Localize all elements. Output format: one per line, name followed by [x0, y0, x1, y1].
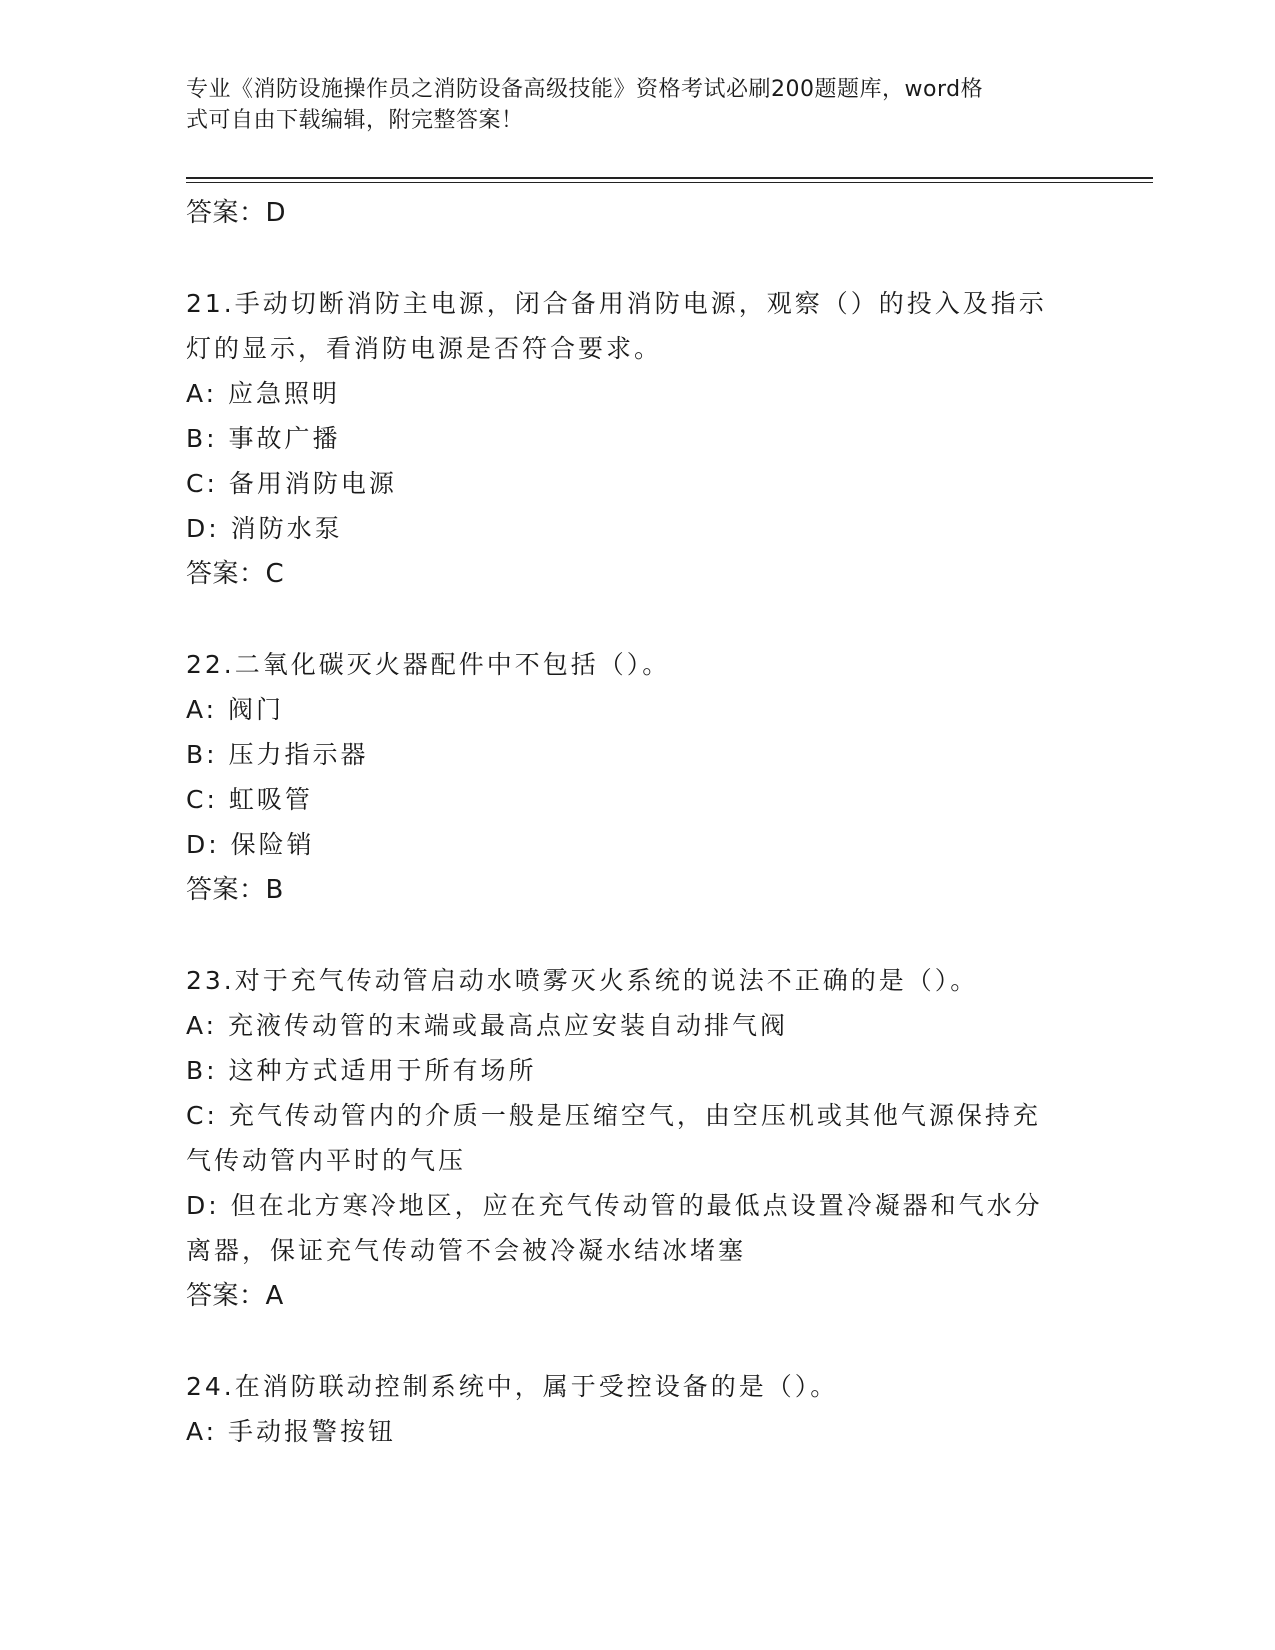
- option-a: A: 充液传动管的末端或最高点应安装自动排气阀: [186, 1011, 789, 1040]
- question-text: 24.在消防联动控制系统中，属于受控设备的是（）。: [186, 1372, 839, 1401]
- option-d: D: 但在北方寒冷地区，应在充气传动管的最低点设置冷凝器和气水分: [186, 1191, 1043, 1220]
- option-c: C: 备用消防电源: [186, 469, 397, 498]
- question-21: [186, 281, 1086, 597]
- spacer: [186, 1319, 1086, 1364]
- question-24: [186, 1364, 1086, 1454]
- option-a: A: 应急照明: [186, 379, 341, 408]
- option-c-cont: 气传动管内平时的气压: [186, 1146, 467, 1175]
- question-23: [186, 958, 1086, 1319]
- question-text: 22.二氧化碳灭火器配件中不包括（）。: [186, 650, 671, 679]
- document-body: [186, 190, 1086, 1454]
- header-line-2: 式可自由下载编辑，附完整答案！: [186, 108, 524, 133]
- option-d: D: 消防水泵: [186, 514, 343, 543]
- option-b: B: 压力指示器: [186, 740, 369, 769]
- option-c: C: 虹吸管: [186, 785, 313, 814]
- document-header: [186, 74, 1066, 136]
- question-22: [186, 642, 1086, 913]
- answer-previous: 答案：D: [186, 198, 287, 228]
- question-text: 23.对于充气传动管启动水喷雾灭火系统的说法不正确的是（）。: [186, 966, 979, 995]
- question-text: 21.手动切断消防主电源，闭合备用消防电源，观察（）的投入及指示: [186, 289, 1047, 318]
- answer: 答案：A: [186, 1281, 284, 1311]
- option-a: A: 阀门: [186, 695, 285, 724]
- header-line-1: 专业《消防设施操作员之消防设备高级技能》资格考试必刷200题题库，word格: [186, 77, 984, 102]
- spacer: [186, 236, 1086, 281]
- option-b: B: 事故广播: [186, 424, 341, 453]
- spacer: [186, 913, 1086, 958]
- question-text-cont: 灯的显示，看消防电源是否符合要求。: [186, 334, 663, 363]
- header-rule-top: [186, 177, 1153, 179]
- option-b: B: 这种方式适用于所有场所: [186, 1056, 537, 1085]
- header-rule-bottom: [186, 182, 1153, 183]
- option-d-cont: 离器，保证充气传动管不会被冷凝水结冰堵塞: [186, 1236, 747, 1265]
- answer: 答案：C: [186, 559, 285, 589]
- option-d: D: 保险销: [186, 830, 315, 859]
- answer: 答案：B: [186, 875, 284, 905]
- spacer: [186, 597, 1086, 642]
- option-a: A: 手动报警按钮: [186, 1417, 397, 1446]
- option-c: C: 充气传动管内的介质一般是压缩空气，由空压机或其他气源保持充: [186, 1101, 1041, 1130]
